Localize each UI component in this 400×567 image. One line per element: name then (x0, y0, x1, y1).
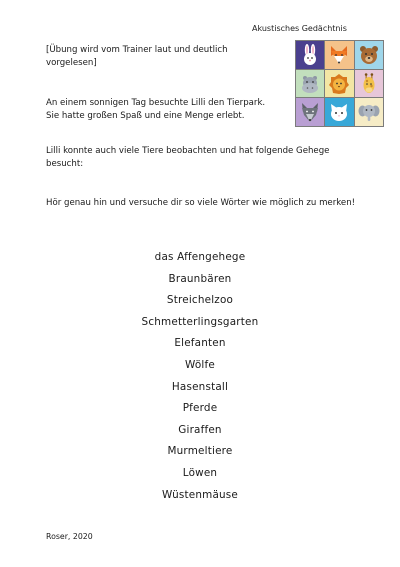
story-paragraph-2: Lilli konnte auch viele Tiere beobachten und hat folgende Gehege besucht: (46, 146, 330, 169)
rabbit-icon (299, 44, 321, 66)
bear-icon (358, 44, 380, 66)
story-paragraph: An einem sonnigen Tag besuchte Lilli den Tierpark. Sie hatte großen Spaß und eine Menge erlebt. (46, 98, 266, 121)
animal-icon-grid (295, 40, 384, 127)
footer-credit: Roser, 2020 (46, 532, 93, 541)
hippo-icon (299, 73, 321, 95)
word-list-item: Hasenstall (171, 380, 229, 393)
animal-cell-hippo (296, 70, 324, 98)
word-list-item: Streichelzoo (166, 294, 234, 307)
word-list-item: Wüstenmäuse (161, 488, 239, 501)
word-list-item: Löwen (182, 466, 218, 479)
task-instruction: Hör genau hin und versuche dir so viele Wörter wie möglich zu merken! (46, 198, 356, 208)
cat-icon (328, 101, 350, 123)
zoo-word-list (0, 249, 400, 508)
word-list-item: Elefanten (174, 337, 226, 350)
animal-cell-cat (325, 98, 353, 126)
trainer-instruction: [Übung wird vom Trainer laut und deutlich vorgelesen] (46, 45, 228, 68)
animal-cell-bear (355, 41, 383, 69)
word-list-item: Pferde (182, 402, 218, 415)
animal-cell-fox (325, 41, 353, 69)
word-list-item: Wölfe (185, 358, 215, 371)
wolf-icon (299, 101, 321, 123)
giraffe-icon (358, 73, 380, 95)
lion-icon (328, 73, 350, 95)
word-list-item: Giraffen (178, 423, 222, 436)
word-list-item: das Affengehege (154, 251, 246, 263)
word-list-item: Schmetterlingsgarten (141, 315, 259, 328)
fox-icon (328, 44, 350, 66)
animal-cell-wolf (296, 98, 324, 126)
word-list-item: Braunbären (168, 272, 232, 285)
word-list-item: Murmeltiere (167, 445, 233, 458)
animal-cell-lion (325, 70, 353, 98)
page-header-title: Akustisches Gedächtnis (252, 24, 347, 33)
animal-cell-giraffe (355, 70, 383, 98)
elephant-icon (358, 101, 380, 123)
animal-cell-rabbit (296, 41, 324, 69)
animal-cell-elephant (355, 98, 383, 126)
